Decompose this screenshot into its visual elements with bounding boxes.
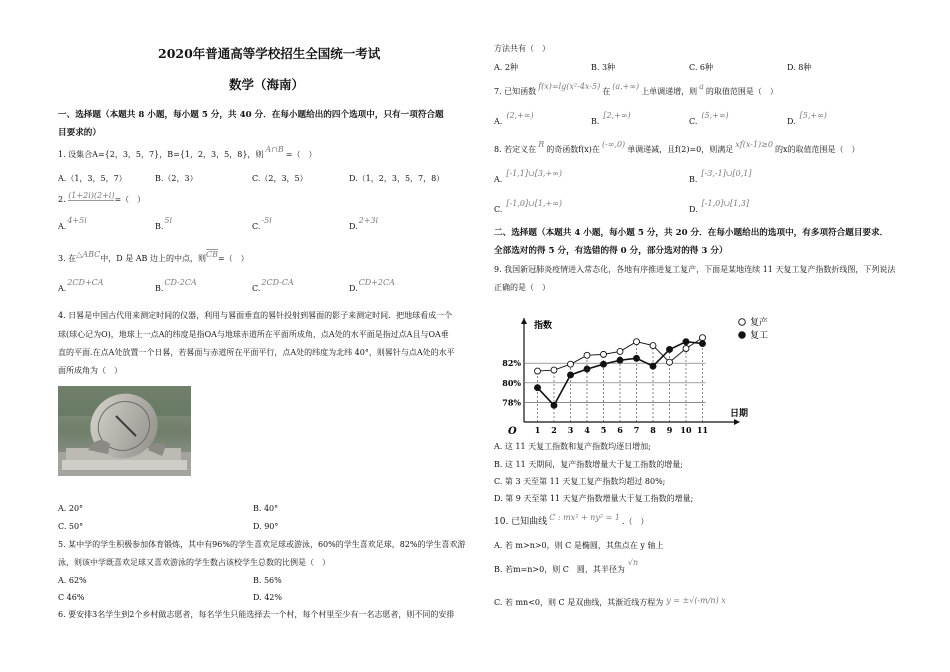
series-0-point [535, 368, 541, 374]
series-0-point [601, 351, 607, 357]
x-tick-label: 7 [633, 425, 640, 435]
q6-option-b[interactable]: B. 3种 [591, 63, 616, 72]
x-tick-label: 1 [534, 425, 541, 435]
x-tick-label: 2 [551, 425, 557, 435]
q3-option-d[interactable]: D.CD+2CA [349, 278, 395, 293]
x-tick-label: 9 [666, 425, 673, 435]
legend-label-1: 复工 [750, 331, 769, 341]
x-tick-label: 10 [680, 425, 692, 435]
q7-option-a[interactable]: A.(2,+∞) [494, 111, 534, 126]
question-5-line-2: 泳，则该中学既喜欢足球又喜欢游泳的学生数占该校学生总数的比例是（ ） [58, 558, 330, 567]
q1-option-d[interactable]: D.（1，2，3，5，7，8） [349, 174, 445, 183]
q3-option-a[interactable]: A.2CD+CA [58, 278, 104, 293]
q3-option-c[interactable]: C.2CD-CA [252, 278, 294, 293]
series-1-point [601, 361, 607, 367]
x-tick-label: 8 [650, 425, 656, 435]
question-7: 7. 已知函数f(x)=lg(x²-4x-5)在(a,+∞)上单调递增，则a的取值范围是（ ） [494, 82, 778, 96]
page-subtitle: 数学（海南） [229, 77, 305, 92]
series-1-point [634, 355, 640, 361]
question-6-line-2: 方法共有（ ） [494, 44, 550, 53]
series-0-point [700, 335, 706, 341]
series-0-point [551, 367, 557, 373]
question-5-line-1: 5. 某中学的学生积极参加体育锻炼，其中有96%的学生喜欢足球或游泳，60%的学生喜欢足球，82%的学生喜欢游 [58, 540, 466, 549]
section-2-heading: 二、选择题（本题共 4 小题，每小题 5 分，共 20 分．在每小题给出的选项中，有多项符合题目要求． [494, 228, 889, 238]
x-tick-label: 4 [584, 425, 590, 435]
q7-option-d[interactable]: D.[5,+∞) [787, 111, 827, 126]
question-1: 1. 设集合A={2，3，5，7}，B={1，2，3，5，8}，则A∩B=（ ） [58, 145, 317, 159]
question-3: 3. 在△ABC中，D 是 AB 边上的中点，则CB=（ ） [58, 250, 249, 263]
question-9-line-1: 9. 我国新冠肺炎疫情进入常态化，各地有序推进复工复产，下面是某地连续 11 天复工复产指数折线图，下列说法 [494, 265, 896, 274]
sundial-image [58, 386, 191, 476]
q2-option-b[interactable]: B.5i [155, 216, 173, 231]
series-0-point [634, 339, 640, 345]
series-1-point [535, 385, 541, 391]
q5-option-d[interactable]: D. 42% [253, 593, 282, 602]
y-tick-label: 80% [502, 377, 521, 388]
q1-option-b[interactable]: B.（2，3） [155, 174, 198, 183]
question-2: 2. (1+2i)(2+i)=（ ） [58, 191, 146, 204]
q2-fraction: (1+2i)(2+i) [68, 191, 115, 200]
sundial-photo [58, 386, 191, 476]
x-tick-label: 6 [617, 425, 623, 435]
section-1-heading: 一、选择题（本题共 8 小题，每小题 5 分，共 40 分．在每小题给出的四个选项中，只有一项符合题 [58, 110, 444, 120]
q4-option-d[interactable]: D. 90° [253, 522, 279, 531]
question-4-line-4: 面所成角为（ ） [58, 366, 122, 375]
y-axis-arrow [521, 318, 527, 324]
q2-option-a[interactable]: A.4+5i [58, 216, 87, 231]
q8-option-b[interactable]: B.[-3,-1]∪[0,1] [689, 169, 752, 184]
series-0-point [568, 361, 574, 367]
series-1-point [584, 366, 590, 372]
question-6-line-1: 6. 要安排3名学生到2个乡村做志愿者，每名学生只能选择去一个村，每个村里至少有一名志愿者，则不同的安排 [58, 610, 455, 619]
legend-marker-0 [739, 319, 746, 326]
series-1-point [551, 402, 557, 408]
legend-label-0: 复产 [750, 318, 769, 328]
x-axis-arrow [734, 419, 740, 425]
q10-option-a[interactable]: A. 若 m>n>0，则 C 是椭圆，其焦点在 y 轴上 [494, 541, 664, 550]
y-tick-label: 82% [502, 358, 521, 369]
origin-label: O [508, 426, 517, 437]
q9-option-d[interactable]: D. 第 9 天至第 11 天复产指数增量大于复工指数的增量; [494, 494, 694, 503]
series-0-point [683, 346, 689, 352]
q4-option-b[interactable]: B. 40° [253, 504, 279, 513]
q2-option-c[interactable]: C.-5i [252, 216, 272, 231]
q10-option-b[interactable]: B. 若m=n>0，则 C 圆，其半径为√n [494, 558, 639, 574]
series-0-point [667, 359, 673, 365]
series-0-point [650, 343, 656, 349]
series-1-point [568, 372, 574, 378]
q2-option-d[interactable]: D.2+3i [349, 216, 379, 231]
q9-option-c[interactable]: C. 第 3 天至第 11 天复工复产指数均超过 80%; [494, 477, 666, 486]
series-1-point [650, 363, 656, 369]
series-1-point [683, 339, 689, 345]
q8-option-c[interactable]: C.[-1,0]∪[1,+∞) [494, 199, 563, 214]
q5-option-b[interactable]: B. 56% [253, 576, 282, 585]
legend-marker-1 [739, 332, 746, 339]
q5-option-c[interactable]: C 46% [58, 593, 85, 602]
q1-option-a[interactable]: A.（1，3，5，7） [58, 174, 127, 183]
q1-option-c[interactable]: C.（2，3，5） [252, 174, 308, 183]
q10-option-c[interactable]: C. 若 mn<0，则 C 是双曲线，其渐近线方程为 y = ±√(-m/n) x [494, 596, 726, 607]
series-1-point [617, 357, 623, 363]
q4-option-a[interactable]: A. 20° [58, 504, 84, 513]
q7-option-b[interactable]: B.[2,+∞) [591, 111, 631, 126]
x-tick-label: 5 [600, 425, 607, 435]
series-0-point [617, 348, 623, 354]
x-tick-label: 3 [567, 425, 574, 435]
y-axis-label: 指数 [534, 321, 553, 331]
q3-option-b[interactable]: B.CD-2CA [155, 278, 197, 293]
x-axis-label: 日期 [730, 409, 749, 419]
series-1-point [667, 346, 673, 352]
recovery-index-chart [494, 312, 794, 438]
question-4-line-3: 直的平面.在点A处放置一个日晷，若晷面与赤道所在平面平行，点A处的纬度为北纬 40°，则晷针与点A处的水平 [58, 348, 455, 357]
q6-option-a[interactable]: A. 2种 [494, 63, 518, 72]
question-4-line-1: 4. 日晷是中国古代用来测定时间的仪器，利用与晷面垂直的晷针投射到晷面的影子来测定时间．把地球看成一个 [58, 311, 453, 320]
q6-option-d[interactable]: D. 8种 [787, 63, 812, 72]
page-title: 2020年普通高等学校招生全国统一考试 [158, 46, 381, 61]
q7-option-c[interactable]: C.(5,+∞) [689, 111, 729, 126]
q4-option-c[interactable]: C. 50° [58, 522, 84, 531]
q6-option-c[interactable]: C. 6种 [689, 63, 714, 72]
q5-option-a[interactable]: A. 62% [58, 576, 87, 585]
q9-option-a[interactable]: A. 这 11 天复工指数和复产指数均逐日增加; [494, 442, 651, 451]
series-0-point [584, 352, 590, 358]
section-2-heading-cont: 全部选对的得 5 分，有选错的得 0 分，部分选对的得 3 分） [494, 246, 728, 256]
question-4-line-2: 球(球心记为O)，地球上一点A的纬度是指OA与地球赤道所在平面所成角，点A处的水平面是指过点A且与OA垂 [58, 330, 449, 339]
q8-option-d[interactable]: D.[-1,0]∪[1,3] [689, 199, 750, 214]
y-tick-label: 78% [502, 397, 521, 408]
question-9-line-2: 正确的是（ ） [494, 283, 550, 292]
q9-option-b[interactable]: B. 这 11 天期间，复产指数增量大于复工指数的增量; [494, 460, 683, 469]
question-10: 10. 已知曲线 C : mx² + ny² = 1 .（ ） [494, 513, 649, 527]
section-1-heading-cont: 目要求的） [58, 128, 101, 138]
x-tick-label: 11 [696, 425, 709, 435]
series-1-point [700, 341, 706, 347]
question-8: 8. 若定义在R的奇函数f(x)在(-∞,0)单调递减，且f(2)=0，则满足xf(x-1)≥0的x的取值范围是（ ） [494, 140, 860, 154]
q8-option-a[interactable]: A.[-1,1]∪[3,+∞) [494, 169, 562, 184]
